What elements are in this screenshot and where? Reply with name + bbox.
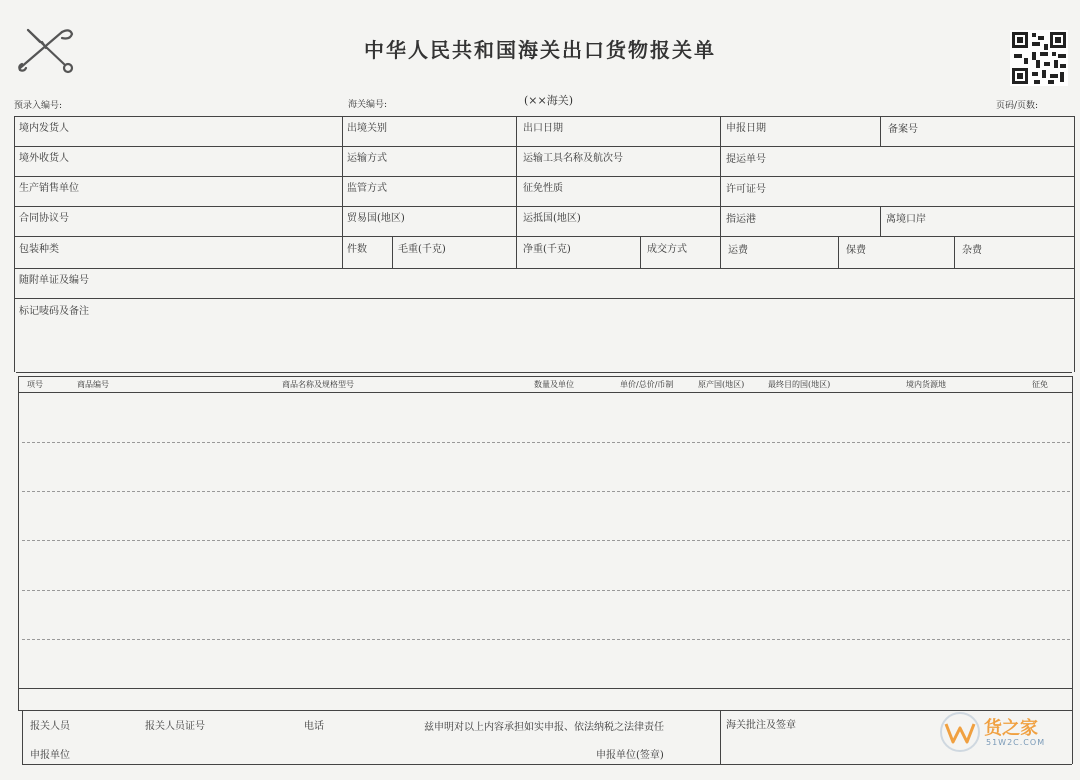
field-freight: 运费	[728, 245, 748, 256]
col-origin: 原产国(地区)	[698, 380, 745, 389]
watermark	[938, 708, 1074, 756]
footer-declarant-cert: 报关人员证号	[145, 721, 205, 732]
table-row	[22, 590, 1070, 591]
field-dest-port: 指运港	[726, 214, 756, 225]
qr-code-icon	[1010, 30, 1068, 86]
footer-customs-approval: 海关批注及签章	[726, 720, 796, 731]
field-marks-remarks: 标记唛码及备注	[19, 306, 89, 317]
col-name: 商品名称及规格型号	[282, 380, 354, 389]
col-tax: 征免	[1032, 380, 1048, 389]
field-trade-country: 贸易国(地区)	[347, 213, 405, 224]
page-title: 中华人民共和国海关出口货物报关单	[364, 38, 716, 62]
field-producer: 生产销售单位	[19, 183, 79, 194]
field-package-type: 包装种类	[19, 244, 59, 255]
field-exit-customs: 出境关别	[347, 123, 387, 134]
footer-statement: 兹申明对以上内容承担如实申报、依法纳税之法律责任	[424, 722, 664, 733]
col-domestic-source: 境内货源地	[906, 380, 946, 389]
field-vessel: 运输工具名称及航次号	[523, 153, 623, 164]
field-deal-mode: 成交方式	[647, 244, 687, 255]
col-item: 项号	[27, 380, 43, 389]
field-exit-port: 离境口岸	[886, 214, 926, 225]
field-tax-nature: 征免性质	[523, 183, 563, 194]
customs-no-label: 海关编号:	[348, 100, 388, 110]
customs-name: (××海关)	[524, 94, 574, 107]
table-row	[22, 442, 1070, 443]
col-price: 单价/总价/币制	[620, 380, 674, 389]
table-row	[22, 540, 1070, 541]
field-record-no: 备案号	[888, 124, 918, 135]
field-dest-country: 运抵国(地区)	[523, 213, 581, 224]
field-consignor: 境内发货人	[19, 123, 69, 134]
field-attached-docs: 随附单证及编号	[19, 275, 89, 286]
footer-declaring-unit-seal: 申报单位(签章)	[596, 750, 664, 761]
footer-phone: 电话	[304, 721, 324, 732]
field-export-date: 出口日期	[523, 123, 563, 134]
field-insurance: 保费	[846, 245, 866, 256]
table-row	[22, 491, 1070, 492]
field-license-no: 许可证号	[726, 184, 766, 195]
col-qty: 数量及单位	[534, 380, 574, 389]
field-misc-fee: 杂费	[962, 245, 982, 256]
col-final-dest: 最终目的国(地区)	[768, 380, 831, 389]
table-row	[22, 639, 1070, 640]
watermark-brand: 货之家	[984, 718, 1038, 739]
field-contract-no: 合同协议号	[19, 213, 69, 224]
pre-entry-no-label: 预录入编号:	[14, 101, 63, 111]
field-gross-weight: 毛重(千克)	[398, 244, 446, 255]
footer-declaring-unit: 申报单位	[30, 750, 70, 761]
field-pieces: 件数	[347, 244, 367, 255]
field-net-weight: 净重(千克)	[523, 244, 571, 255]
field-supervision-mode: 监管方式	[347, 183, 387, 194]
field-declare-date: 申报日期	[726, 123, 766, 134]
field-consignee: 境外收货人	[19, 153, 69, 164]
footer-declarant: 报关人员	[30, 721, 70, 732]
page-label: 页码/页数:	[996, 101, 1039, 111]
watermark-logo-icon	[938, 710, 982, 754]
field-transport-mode: 运输方式	[347, 153, 387, 164]
watermark-domain: 51W2C.COM	[986, 738, 1046, 747]
col-code: 商品编号	[77, 380, 109, 389]
field-bill-no: 提运单号	[726, 154, 766, 165]
